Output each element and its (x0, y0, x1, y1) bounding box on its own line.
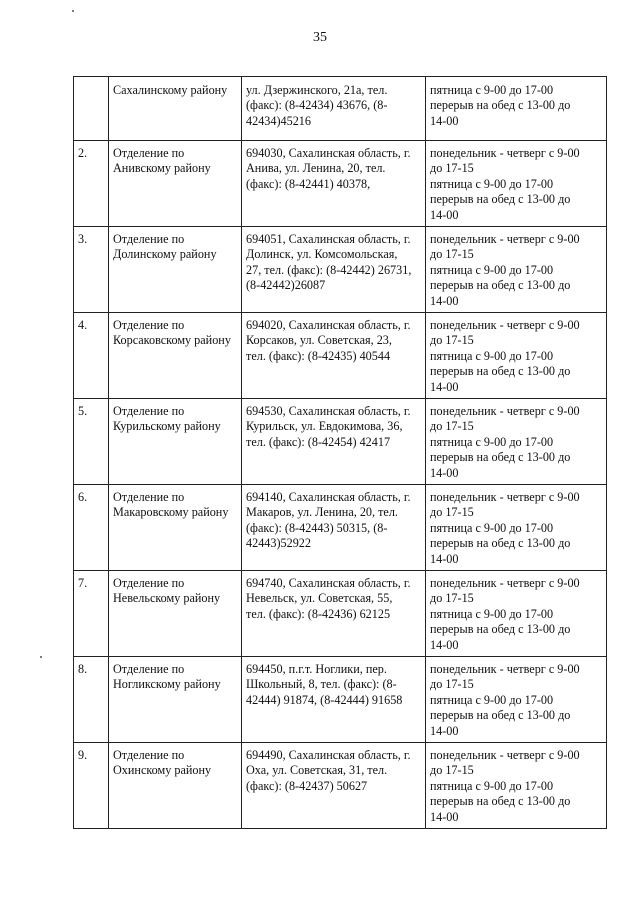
hours-line: 14-00 (430, 637, 459, 652)
hours-line: перерыв на обед с 13-00 до (430, 278, 571, 293)
office-name-cell (109, 77, 242, 141)
office-name-line: Ногликскому району (113, 677, 221, 692)
hours-line: до 17-15 (430, 161, 474, 176)
office-name-line: Сахалинскому району (113, 83, 228, 97)
hours-line: перерыв на обед с 13-00 до (430, 536, 571, 551)
address-line: 694530, Сахалинская область, г. (246, 404, 411, 418)
address-cell (242, 571, 426, 657)
address-line: (8-42442)26087 (246, 278, 326, 293)
office-name-line: Отделение по (113, 404, 185, 418)
office-name-cell (109, 485, 242, 571)
hours-line: перерыв на обед с 13-00 до (430, 192, 571, 207)
hours-cell (426, 571, 607, 657)
row-number-cell: 7. (74, 571, 109, 657)
office-name-line: Отделение по (113, 232, 185, 246)
hours-cell (426, 743, 607, 829)
hours-line: понедельник - четверг с 9-00 (430, 576, 580, 590)
address-line: Курильск, ул. Евдокимова, 36, (246, 419, 403, 434)
hours-line: понедельник - четверг с 9-00 (430, 748, 580, 762)
hours-line: перерыв на обед с 13-00 до (430, 98, 571, 113)
address-line: 694051, Сахалинская область, г. (246, 232, 411, 246)
address-line: Невельск, ул. Советская, 55, (246, 591, 393, 606)
table-row (74, 227, 607, 313)
office-name-line: Отделение по (113, 576, 185, 590)
address-line: тел. (факс): (8-42436) 62125 (246, 606, 391, 621)
hours-line: пятница с 9-00 до 17-00 (430, 83, 554, 97)
office-name-line: Отделение по (113, 490, 185, 504)
address-cell (242, 743, 426, 829)
office-name-line: Отделение по (113, 146, 185, 160)
address-line: тел. (факс): (8-42454) 42417 (246, 434, 391, 449)
row-number-cell: 3. (74, 227, 109, 313)
address-line: 694740, Сахалинская область, г. (246, 576, 411, 590)
address-cell (242, 657, 426, 743)
row-number-cell: 9. (74, 743, 109, 829)
office-name-cell (109, 227, 242, 313)
address-line: (факс): (8-42437) 50627 (246, 778, 368, 793)
table-row (74, 141, 607, 227)
address-line: (факс): (8-42434) 43676, (8- (246, 98, 388, 113)
address-line: Долинск, ул. Комсомольская, (246, 247, 398, 262)
hours-line: до 17-15 (430, 333, 474, 348)
hours-line: до 17-15 (430, 591, 474, 606)
address-cell (242, 485, 426, 571)
hours-line: пятница с 9-00 до 17-00 (430, 434, 554, 449)
office-name-cell (109, 571, 242, 657)
address-line: ул. Дзержинского, 21а, тел. (246, 83, 388, 97)
address-line: 42444) 91874, (8-42444) 91658 (246, 692, 403, 707)
table-row (74, 657, 607, 743)
address-line: (факс): (8-42443) 50315, (8- (246, 520, 388, 535)
address-cell (242, 141, 426, 227)
hours-line: пятница с 9-00 до 17-00 (430, 348, 554, 363)
hours-line: до 17-15 (430, 419, 474, 434)
office-name-line: Охинскому району (113, 763, 212, 778)
hours-line: понедельник - четверг с 9-00 (430, 232, 580, 246)
address-line: Школьный, 8, тел. (факс): (8- (246, 677, 397, 692)
hours-line: 14-00 (430, 379, 459, 394)
hours-line: 14-00 (430, 113, 459, 128)
hours-line: до 17-15 (430, 677, 474, 692)
address-line: тел. (факс): (8-42435) 40544 (246, 348, 391, 363)
table-row (74, 313, 607, 399)
address-line: 694490, Сахалинская область, г. (246, 748, 411, 762)
hours-line: 14-00 (430, 207, 459, 222)
address-line: Анива, ул. Ленина, 20, тел. (246, 161, 386, 176)
hours-line: перерыв на обед с 13-00 до (430, 622, 571, 637)
office-name-line: Корсаковскому району (113, 333, 231, 348)
hours-line: понедельник - четверг с 9-00 (430, 146, 580, 160)
table-row (74, 485, 607, 571)
hours-cell (426, 227, 607, 313)
hours-line: понедельник - четверг с 9-00 (430, 662, 580, 676)
hours-line: перерыв на обед с 13-00 до (430, 450, 571, 465)
hours-cell (426, 77, 607, 141)
hours-line: перерыв на обед с 13-00 до (430, 364, 571, 379)
hours-cell (426, 399, 607, 485)
office-name-line: Макаровскому району (113, 505, 229, 520)
office-name-cell (109, 399, 242, 485)
address-line: Оха, ул. Советская, 31, тел. (246, 763, 388, 778)
row-number-cell (74, 77, 109, 141)
scan-speck (40, 656, 42, 658)
office-name-line: Отделение по (113, 662, 185, 676)
hours-line: пятница с 9-00 до 17-00 (430, 262, 554, 277)
hours-cell (426, 141, 607, 227)
hours-line: перерыв на обед с 13-00 до (430, 794, 571, 809)
office-name-cell (109, 657, 242, 743)
table-row (74, 743, 607, 829)
hours-line: понедельник - четверг с 9-00 (430, 404, 580, 418)
address-line: 694140, Сахалинская область, г. (246, 490, 411, 504)
page-number: 35 (313, 30, 327, 45)
hours-line: до 17-15 (430, 247, 474, 262)
hours-line: 14-00 (430, 293, 459, 308)
hours-line: 14-00 (430, 809, 459, 824)
office-name-line: Отделение по (113, 318, 185, 332)
table-body (74, 77, 607, 829)
office-name-cell (109, 141, 242, 227)
office-name-cell (109, 743, 242, 829)
office-name-cell (109, 313, 242, 399)
address-line: 694020, Сахалинская область, г. (246, 318, 411, 332)
table-row (74, 571, 607, 657)
row-number-cell: 4. (74, 313, 109, 399)
hours-line: пятница с 9-00 до 17-00 (430, 520, 554, 535)
office-name-line: Курильскому району (113, 419, 221, 434)
address-cell (242, 399, 426, 485)
table-row (74, 399, 607, 485)
address-cell (242, 227, 426, 313)
hours-cell (426, 313, 607, 399)
row-number-cell: 6. (74, 485, 109, 571)
address-cell (242, 313, 426, 399)
office-name-line: Невельскому району (113, 591, 221, 606)
hours-line: понедельник - четверг с 9-00 (430, 318, 580, 332)
office-registry-table (73, 76, 607, 829)
hours-line: пятница с 9-00 до 17-00 (430, 692, 554, 707)
row-number-cell: 5. (74, 399, 109, 485)
address-line: (факс): (8-42441) 40378, (246, 176, 371, 191)
address-line: 694030, Сахалинская область, г. (246, 146, 411, 160)
office-name-line: Долинскому району (113, 247, 217, 262)
hours-line: пятница с 9-00 до 17-00 (430, 778, 554, 793)
hours-cell (426, 657, 607, 743)
table-row-continued (74, 77, 607, 141)
hours-line: до 17-15 (430, 505, 474, 520)
office-name-line: Анивскому району (113, 161, 211, 176)
address-line: 42443)52922 (246, 536, 311, 551)
hours-line: пятница с 9-00 до 17-00 (430, 176, 554, 191)
hours-cell (426, 485, 607, 571)
row-number-cell: 2. (74, 141, 109, 227)
hours-line: 14-00 (430, 465, 459, 480)
hours-line: 14-00 (430, 551, 459, 566)
hours-line: 14-00 (430, 723, 459, 738)
address-line: 42434)45216 (246, 113, 311, 128)
hours-line: перерыв на обед с 13-00 до (430, 708, 571, 723)
address-line: Корсаков, ул. Советская, 23, (246, 333, 392, 348)
hours-line: до 17-15 (430, 763, 474, 778)
office-name-line: Отделение по (113, 748, 185, 762)
address-line: Макаров, ул. Ленина, 20, тел. (246, 505, 398, 520)
address-line: 27, тел. (факс): (8-42442) 26731, (246, 262, 412, 277)
scan-speck (72, 10, 74, 12)
hours-line: понедельник - четверг с 9-00 (430, 490, 580, 504)
address-cell (242, 77, 426, 141)
address-line: 694450, п.г.т. Ноглики, пер. (246, 662, 387, 676)
row-number-cell: 8. (74, 657, 109, 743)
hours-line: пятница с 9-00 до 17-00 (430, 606, 554, 621)
